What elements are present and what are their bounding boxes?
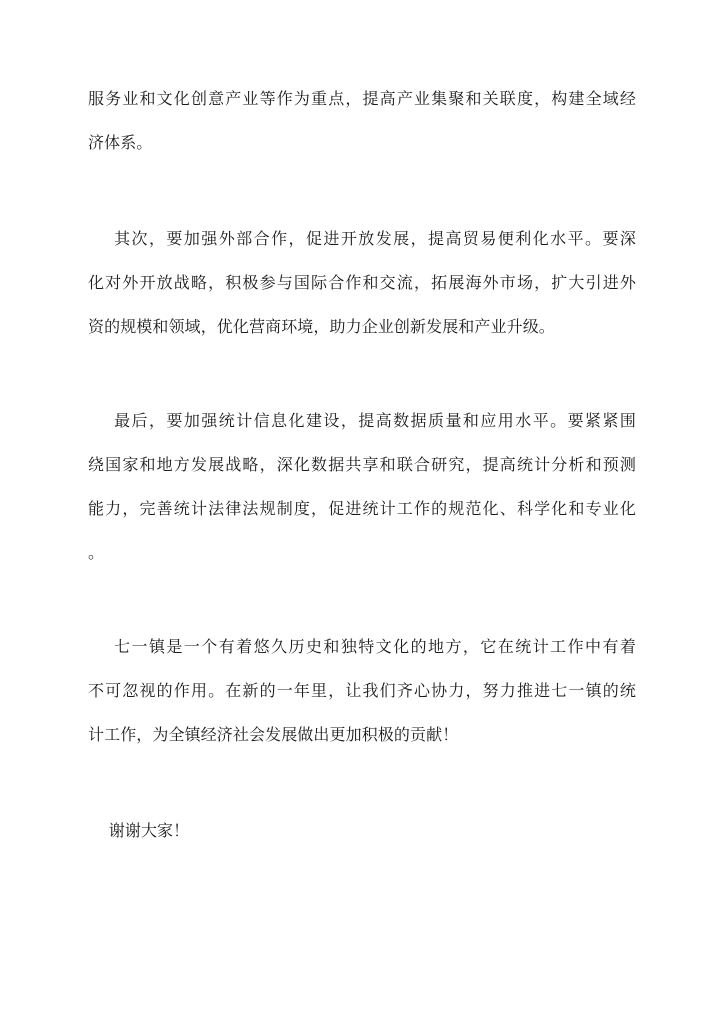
text-line: 计工作，为全镇经济社会发展做出更加积极的贡献！ xyxy=(88,725,459,744)
text-line: 绕国家和地方发展战略，深化数据共享和联合研究，提高统计分析和预测 xyxy=(88,455,636,474)
text-line: 最后，要加强统计信息化建设，提高数据质量和应用水平。要紧紧围 xyxy=(88,411,636,430)
text-line: 服务业和文化创意产业等作为重点，提高产业集聚和关联度，构建全域经 xyxy=(88,89,636,108)
text-line: 。 xyxy=(88,543,105,562)
text-line: 能力，完善统计法律法规制度，促进统计工作的规范化、科学化和专业化 xyxy=(88,499,636,518)
text-line: 资的规模和领域，优化营商环境，助力企业创新发展和产业升级。 xyxy=(88,317,555,336)
text-line: 济体系。 xyxy=(88,133,153,152)
text-line: 七一镇是一个有着悠久历史和独特文化的地方，它在统计工作中有着 xyxy=(88,637,636,656)
text-line: 其次，要加强外部合作，促进开放发展，提高贸易便利化水平。要深 xyxy=(88,229,636,248)
text-line: 不可忽视的作用。在新的一年里，让我们齐心协力，努力推进七一镇的统 xyxy=(88,681,636,700)
text-line: 谢谢大家！ xyxy=(88,821,190,840)
text-line: 化对外开放战略，积极参与国际合作和交流，拓展海外市场，扩大引进外 xyxy=(88,273,636,292)
